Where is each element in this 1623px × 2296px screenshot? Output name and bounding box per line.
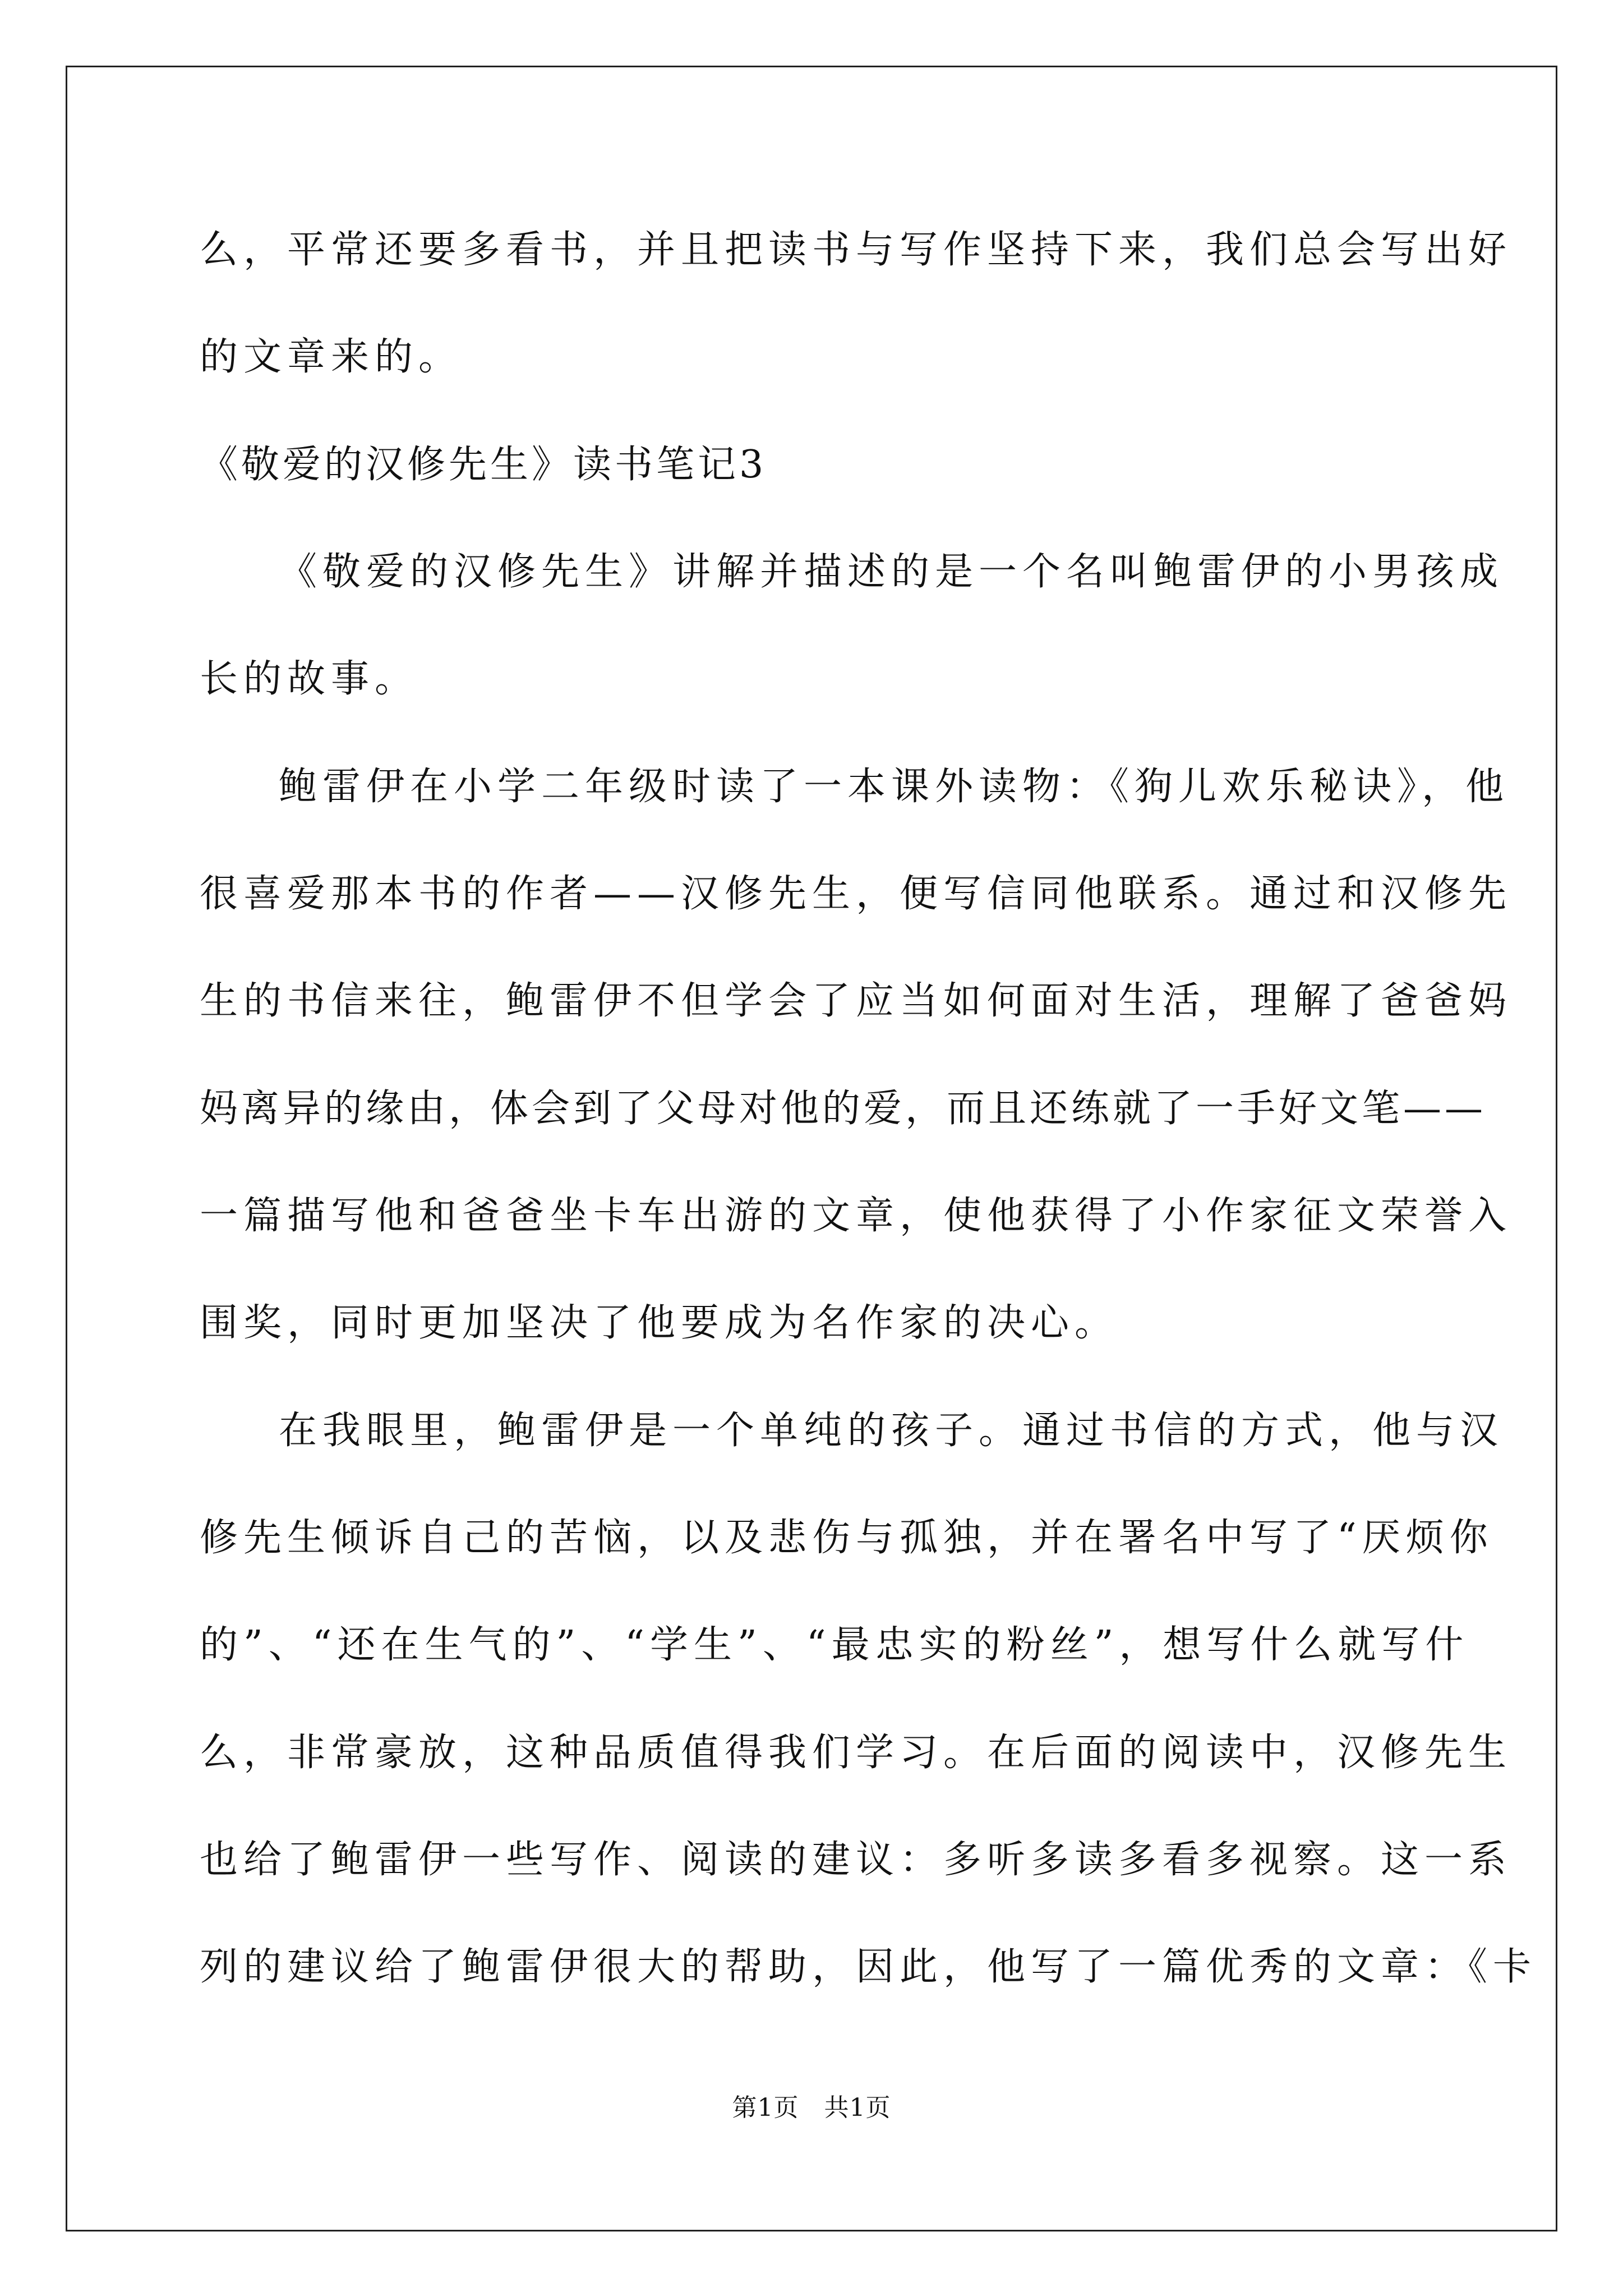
text-line: 列的建议给了鲍雷伊很大的帮助，因此，他写了一篇优秀的文章：《卡 [200,1945,1537,1989]
paragraph-first-line: 鲍雷伊在小学二年级时读了一本课外读物：《狗儿欢乐秘诀》，他 [279,765,1510,809]
page-footer: 第1页 共1页 [732,2093,891,2122]
text-line: 修先生倾诉自己的苦恼，以及悲伤与孤独，并在署名中写了“厌烦你 [200,1516,1493,1560]
text-line: 的文章来的。 [200,335,463,379]
text-line: 也给了鲍雷伊一些写作、阅读的建议：多听多读多看多视察。这一系 [200,1838,1513,1882]
text-line: 妈离异的缘由，体会到了父母对他的爱，而且还练就了一手好文笔—— [200,1087,1487,1131]
text-line: 生的书信来往，鲍雷伊不但学会了应当如何面对生活，理解了爸爸妈 [200,979,1513,1023]
text-line: 么，平常还要多看书，并且把读书与写作坚持下来，我们总会写出好 [200,228,1513,272]
paragraph-first-line: 在我眼里，鲍雷伊是一个单纯的孩子。通过书信的方式，他与汉 [279,1409,1504,1453]
page-border [66,66,1557,2231]
text-line: 的”、“还在生气的”、“学生”、“最忠实的粉丝”，想写什么就写什 [200,1623,1469,1667]
section-heading: 《敬爱的汉修先生》读书笔记3 [200,443,767,487]
text-line: 一篇描写他和爸爸坐卡车出游的文章，使他获得了小作家征文荣誉入 [200,1194,1513,1238]
text-line: 很喜爱那本书的作者——汉修先生，便写信同他联系。通过和汉修先 [200,872,1513,916]
text-line: 么，非常豪放，这种品质值得我们学习。在后面的阅读中，汉修先生 [200,1731,1513,1775]
text-line: 围奖，同时更加坚决了他要成为名作家的决心。 [200,1301,1119,1345]
paragraph-first-line: 《敬爱的汉修先生》讲解并描述的是一个名叫鲍雷伊的小男孩成 [279,550,1504,594]
text-line: 长的故事。 [200,657,419,701]
